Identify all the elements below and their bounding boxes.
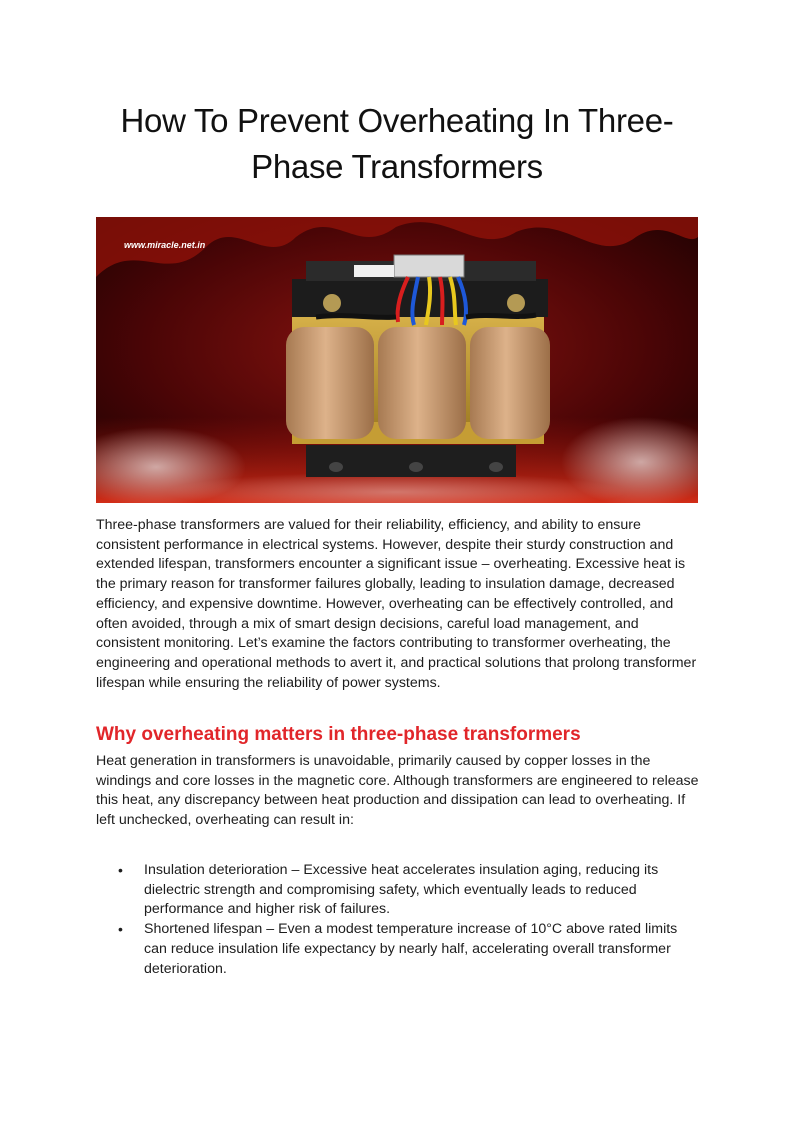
three-phase-transformer-image [96, 217, 698, 503]
coil-left [286, 327, 374, 439]
list-item-text: Shortened lifespan – Even a modest temperature increase of 10°C above rated limits can reduce insulation life expectancy by nearly half, accelerating overall transformer deterioration. [144, 921, 678, 977]
coil-right [470, 327, 550, 439]
page-title: How To Prevent Overheating In Three-Phase Transformers [120, 102, 674, 185]
list-item-text: Insulation deterioration – Excessive heat accelerates insulation aging, reducing its dielectric strength and compromising safety, which eventually leads to reduced performance and higher risk of failures. [144, 862, 659, 918]
intro-paragraph: Three-phase transformers are valued for their reliability, efficiency, and ability to ensure consistent performance in electrical systems. However, despite their sturdy construction and extended lifespan, transformers encounter a significant issue – overheating. Excessive heat is the primary reason for transformer failures globally, leading to insulation damage, decreased efficiency, and expensive downtime. However, overheating can be effectively controlled, and often avoided, through a mix of smart design decisions, careful load management, and consistent monitoring. Let’s examine the factors contributing to transformer overheating, the engineering and operational methods to avert it, and practical solutions that prolong transformer lifespan while ensuring the reliability of power systems. [96, 517, 697, 691]
overheating-effects-list [96, 861, 700, 979]
section-paragraph: Heat generation in transformers is unavoidable, primarily caused by copper losses in the windings and core losses in the magnetic core. Although transformers are engineered to release this heat, any discrepancy between heat production and dissipation can lead to overheating. If left unchecked, overheating can result in: [96, 753, 699, 829]
bullet-icon: • [118, 862, 123, 878]
watermark: www.miracle.net.in [124, 240, 206, 250]
coil-middle [378, 327, 466, 439]
section-heading: Why overheating matters in three-phase transformers [96, 724, 581, 745]
list-item [96, 861, 700, 920]
bullet-icon: • [118, 921, 123, 938]
list-item [96, 920, 700, 979]
